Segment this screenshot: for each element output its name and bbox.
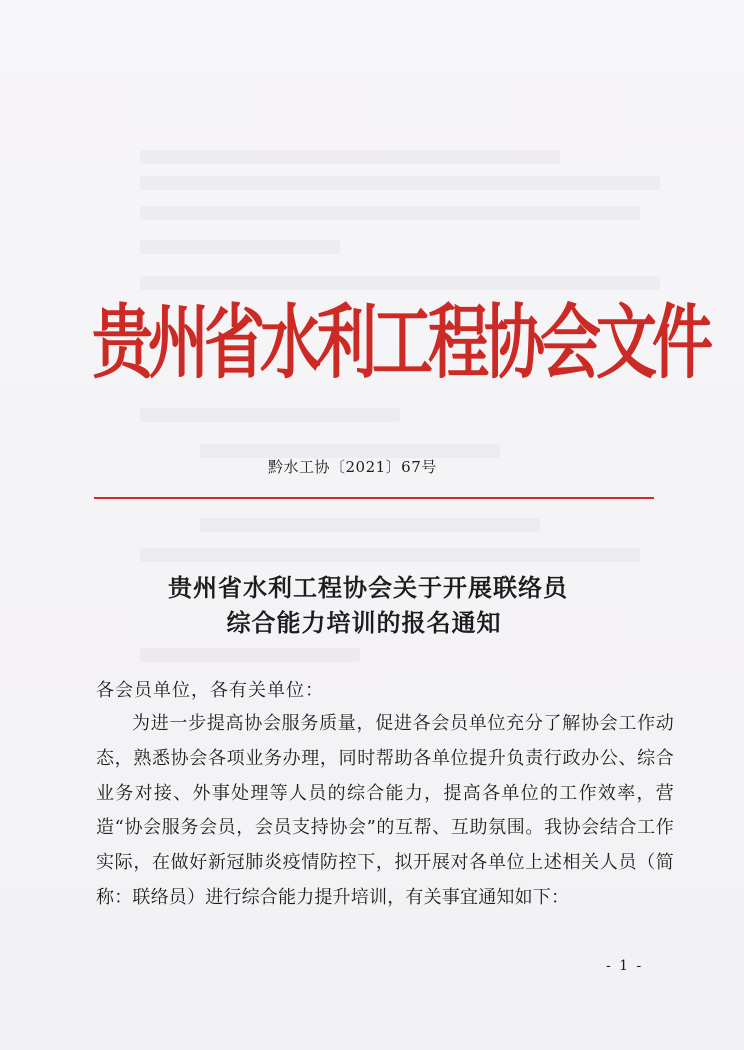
notice-title-line-1: 贵州省水利工程协会关于开展联络员 [168,573,568,602]
body-paragraph: 为进一步提高协会服务质量，促进各会员单位充分了解协会工作动态，熟悉协会各项业务办理，同时帮助各单位提升负责行政办公、综合业务对接、外事处理等人员的综合能力，提高各单位的工作效率，营造“协会服务会员，会员支持协会”的互帮、互助氛围。我协会结合工作实际，在做好新冠肺炎疫情防控下，拟开展对各单位上述相关人员（简称：联络员）进行综合能力提升培训，有关事宜通知如下： [96,713,674,908]
red-divider-line [94,497,654,499]
document-number: 黔水工协〔2021〕67号 [268,458,437,476]
bleed-through-line [140,408,400,422]
notice-title-line-2: 综合能力培训的报名通知 [226,608,502,637]
bleed-through-line [140,206,640,220]
bleed-through-line [140,648,360,662]
bleed-through-line [140,176,660,190]
bleed-through-line [200,518,540,532]
page-number: - 1 - [606,958,644,974]
bleed-through-line [140,548,640,562]
bleed-through-line [140,150,560,164]
bleed-through-line [140,240,340,254]
salutation: 各会员单位，各有关单位： [96,680,324,701]
document-header-title: 贵州省水利工程协会文件 [92,296,709,391]
